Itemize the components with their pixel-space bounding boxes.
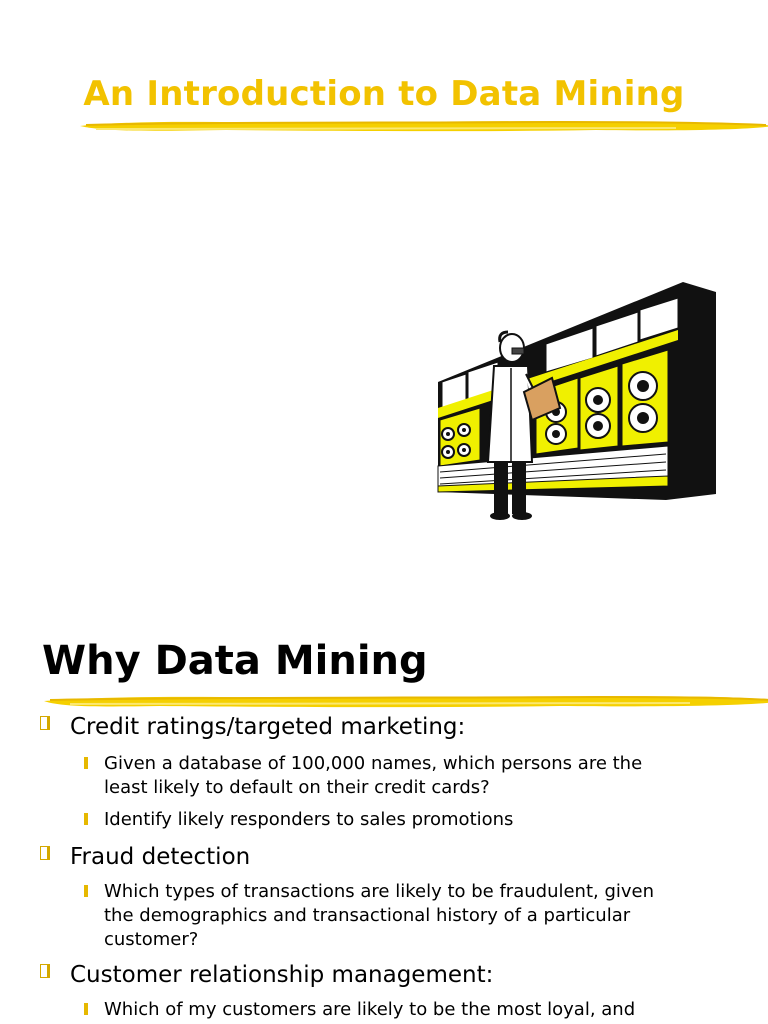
bullet-text: Credit ratings/targeted marketing: (70, 714, 466, 740)
bullet-customer-relationship-management (70, 962, 493, 988)
sub-bullet (104, 808, 513, 832)
bullet-credit-ratings (70, 714, 465, 740)
sub-bullet-line: the demographics and transactional history of a particular (104, 905, 631, 926)
sub-bullet-line: Which of my customers are likely to be the most loyal, and (104, 999, 636, 1020)
bullet-text: Fraud detection (70, 844, 251, 870)
slide-why-data-mining (0, 620, 768, 1024)
sub-bullet-line: Which types of transactions are likely to be fraudulent, given (104, 881, 655, 902)
bullet-square-icon (40, 964, 50, 978)
bullet-bar-icon (84, 885, 88, 897)
bullet-bar-icon (84, 1003, 88, 1015)
slide-title: An Introduction to Data Mining (83, 74, 685, 114)
bullet-square-icon (40, 846, 50, 860)
bullet-square-icon (40, 716, 50, 730)
sub-bullet-line: Given a database of 100,000 names, which persons are the (104, 753, 643, 774)
sub-bullet-line: customer? (104, 929, 199, 950)
bullet-text: Customer relationship management: (70, 962, 494, 988)
scientist-with-mainframe-computer-icon (428, 262, 728, 532)
bullet-bar-icon (84, 757, 88, 769)
title-underline-brush (40, 688, 768, 714)
title-underline-brush (76, 114, 768, 138)
sub-bullet-line: least likely to default on their credit cards? (104, 777, 490, 798)
sub-bullet (104, 998, 635, 1022)
sub-bullet (104, 880, 654, 952)
slide-title: Why Data Mining (42, 638, 428, 684)
bullet-fraud-detection (70, 844, 250, 870)
sub-bullet-line: Identify likely responders to sales promotions (104, 809, 514, 830)
sub-bullet (104, 752, 642, 800)
bullet-bar-icon (84, 813, 88, 825)
